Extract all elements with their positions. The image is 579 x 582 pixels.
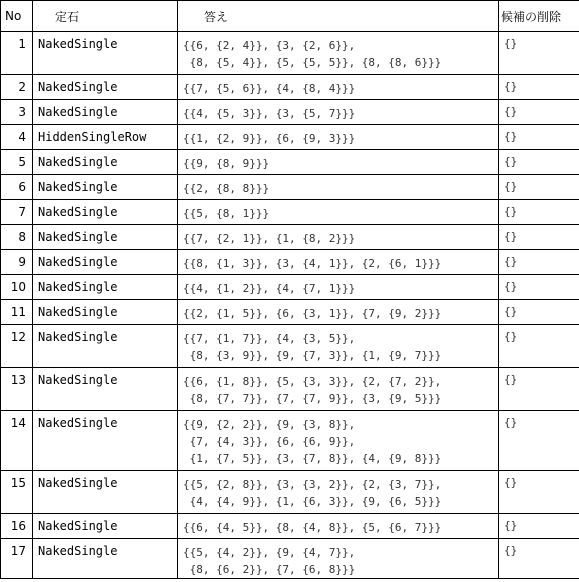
answer-cell <box>178 325 499 368</box>
header-row <box>1 1 579 32</box>
answer-line: {{5, {4, 2}}, {9, {4, 7}}, <box>183 546 356 559</box>
answer-cell <box>178 100 499 125</box>
row-number: 13 <box>1 368 33 411</box>
answer-line: {{6, {1, 8}}, {5, {3, 3}}, {2, {7, 2}}, <box>183 375 442 388</box>
answer-cell <box>178 225 499 250</box>
table-row <box>1 514 579 539</box>
technique-cell: NakedSingle <box>33 471 178 514</box>
answer-line: {4, {4, 9}}, {1, {6, 3}}, {9, {6, 5}}} <box>183 495 442 508</box>
answer-cell <box>178 275 499 300</box>
answer-cell <box>178 150 499 175</box>
table-row <box>1 32 579 75</box>
table-row <box>1 175 579 200</box>
answer-line: {{8, {1, 3}}, {3, {4, 1}}, {2, {6, 1}}} <box>183 257 442 270</box>
row-number: 1 <box>1 32 33 75</box>
table-row <box>1 471 579 514</box>
technique-cell: NakedSingle <box>33 225 178 250</box>
answer-line: {{7, {5, 6}}, {4, {8, 4}}} <box>183 82 356 95</box>
answer-line: {{2, {8, 8}}} <box>183 182 270 195</box>
answer-cell <box>178 175 499 200</box>
answer-cell <box>178 250 499 275</box>
technique-cell: NakedSingle <box>33 325 178 368</box>
answer-line: {{7, {2, 1}}, {1, {8, 2}}} <box>183 232 356 245</box>
technique-cell: NakedSingle <box>33 75 178 100</box>
answer-line: {{9, {2, 2}}, {9, {3, 8}}, <box>183 418 356 431</box>
candidate-removal-cell: {} <box>499 514 579 539</box>
technique-cell: HiddenSingleRow <box>33 125 178 150</box>
table-row <box>1 368 579 411</box>
answer-line: {7, {4, 3}}, {6, {6, 9}}, <box>183 435 356 448</box>
row-number: 7 <box>1 200 33 225</box>
row-number: 5 <box>1 150 33 175</box>
answer-line: {8, {3, 9}}, {9, {7, 3}}, {1, {9, 7}}} <box>183 349 442 362</box>
candidate-removal-cell: {} <box>499 325 579 368</box>
answer-cell <box>178 32 499 75</box>
candidate-removal-cell: {} <box>499 471 579 514</box>
answer-line: {8, {6, 2}}, {7, {6, 8}}} <box>183 563 356 576</box>
row-number: 12 <box>1 325 33 368</box>
answer-line: {{1, {2, 9}}, {6, {9, 3}}} <box>183 132 356 145</box>
candidate-removal-cell: {} <box>499 275 579 300</box>
answer-line: {8, {5, 4}}, {5, {5, 5}}, {8, {8, 6}}} <box>183 56 442 69</box>
row-number: 3 <box>1 100 33 125</box>
row-number: 9 <box>1 250 33 275</box>
technique-cell: NakedSingle <box>33 200 178 225</box>
row-number: 14 <box>1 411 33 471</box>
candidate-removal-cell: {} <box>499 32 579 75</box>
row-number: 4 <box>1 125 33 150</box>
answer-line: {{4, {1, 2}}, {4, {7, 1}}} <box>183 282 356 295</box>
row-number: 17 <box>1 539 33 579</box>
table-row <box>1 539 579 579</box>
candidate-removal-cell: {} <box>499 225 579 250</box>
answer-cell <box>178 411 499 471</box>
technique-cell: NakedSingle <box>33 100 178 125</box>
technique-cell: NakedSingle <box>33 275 178 300</box>
answer-line: {{7, {1, 7}}, {4, {3, 5}}, <box>183 332 356 345</box>
table-row <box>1 250 579 275</box>
answer-line: {{4, {5, 3}}, {3, {5, 7}}} <box>183 107 356 120</box>
answer-cell <box>178 300 499 325</box>
candidate-removal-cell: {} <box>499 100 579 125</box>
header-no: No <box>1 1 33 32</box>
header-answer: 答え <box>178 1 499 32</box>
table-row <box>1 411 579 471</box>
candidate-removal-cell: {} <box>499 125 579 150</box>
candidate-removal-cell: {} <box>499 75 579 100</box>
answer-cell <box>178 514 499 539</box>
answer-cell <box>178 75 499 100</box>
technique-cell: NakedSingle <box>33 150 178 175</box>
candidate-removal-cell: {} <box>499 250 579 275</box>
technique-cell: NakedSingle <box>33 32 178 75</box>
technique-cell: NakedSingle <box>33 175 178 200</box>
answer-cell <box>178 368 499 411</box>
table-row <box>1 125 579 150</box>
technique-cell: NakedSingle <box>33 539 178 579</box>
table-row <box>1 200 579 225</box>
candidate-removal-cell: {} <box>499 300 579 325</box>
table-row <box>1 100 579 125</box>
technique-cell: NakedSingle <box>33 514 178 539</box>
table-row <box>1 75 579 100</box>
technique-cell: NakedSingle <box>33 250 178 275</box>
candidate-removal-cell: {} <box>499 539 579 579</box>
answer-line: {8, {7, 7}}, {7, {7, 9}}, {3, {9, 5}}} <box>183 392 442 405</box>
answer-line: {{2, {1, 5}}, {6, {3, 1}}, {7, {9, 2}}} <box>183 307 442 320</box>
table-row <box>1 150 579 175</box>
answer-line: {{6, {2, 4}}, {3, {2, 6}}, <box>183 39 356 52</box>
answer-cell <box>178 125 499 150</box>
header-technique: 定石 <box>33 1 178 32</box>
candidate-removal-cell: {} <box>499 411 579 471</box>
technique-cell: NakedSingle <box>33 368 178 411</box>
table-row <box>1 325 579 368</box>
table-row <box>1 300 579 325</box>
technique-cell: NakedSingle <box>33 300 178 325</box>
table-row <box>1 225 579 250</box>
answer-line: {{5, {2, 8}}, {3, {3, 2}}, {2, {3, 7}}, <box>183 478 442 491</box>
answer-line: {{5, {8, 1}}} <box>183 207 270 220</box>
row-number: 10 <box>1 275 33 300</box>
candidate-removal-cell: {} <box>499 175 579 200</box>
row-number: 6 <box>1 175 33 200</box>
candidate-removal-cell: {} <box>499 150 579 175</box>
answer-line: {{9, {8, 9}}} <box>183 157 270 170</box>
candidate-removal-cell: {} <box>499 200 579 225</box>
answer-cell <box>178 200 499 225</box>
technique-cell: NakedSingle <box>33 411 178 471</box>
row-number: 11 <box>1 300 33 325</box>
row-number: 2 <box>1 75 33 100</box>
answer-line: {{6, {4, 5}}, {8, {4, 8}}, {5, {6, 7}}} <box>183 521 442 534</box>
row-number: 15 <box>1 471 33 514</box>
candidate-removal-cell: {} <box>499 368 579 411</box>
answer-cell <box>178 471 499 514</box>
row-number: 16 <box>1 514 33 539</box>
table-row <box>1 275 579 300</box>
answer-cell <box>178 539 499 579</box>
header-candidate-removal: 候補の削除 <box>499 1 579 32</box>
row-number: 8 <box>1 225 33 250</box>
answer-line: {1, {7, 5}}, {3, {7, 8}}, {4, {9, 8}}} <box>183 452 442 465</box>
